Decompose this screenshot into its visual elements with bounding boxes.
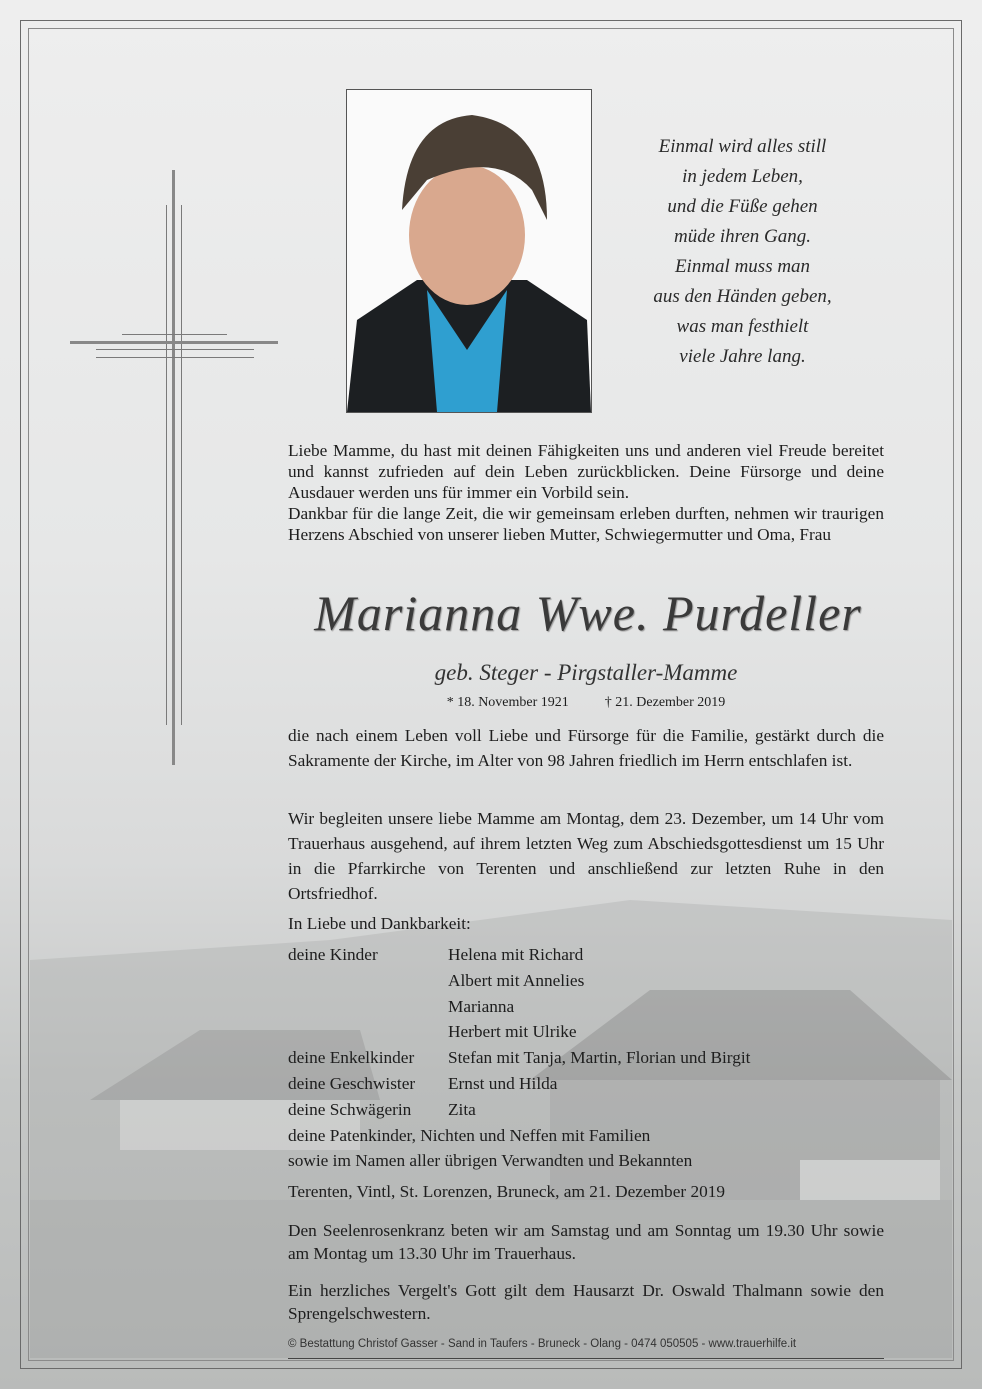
names: Ernst und Hilda [448,1073,558,1093]
footer-credit: © Bestattung Christof Gasser - Sand in Taufers - Bruneck - Olang - 0474 050505 - www.trauerhilfe.it [288,1338,797,1350]
list-item [288,1045,750,1071]
names: Albert mit Annelies [448,970,585,990]
poem-line: viele Jahre lang. [679,346,806,367]
footer-divider [288,1358,884,1359]
birth-date: * 18. November 1921 [446,695,569,710]
poem [630,132,855,372]
place-date: Terenten, Vintl, St. Lorenzen, Bruneck, am 21. Dezember 2019 [288,1182,726,1201]
names: Helena mit Richard [448,945,584,964]
poem-line: in jedem Leben, [682,166,803,187]
names: Marianna [448,996,515,1016]
funeral-paragraph: Wir begleiten unsere liebe Mamme am Montag, dem 23. Dezember, um 14 Uhr vom Trauerhaus ausgehend, auf ihrem letzten Weg zum Abschiedsgottesdienst um 15 Uhr in die Pfarrkirche von Terenten und anschließend zur letzten Ruhe in den Ortsfriedhof. [288,809,884,903]
intro-paragraph-2: Dankbar für die lange Zeit, die wir gemeinsam erleben durften, nehmen wir traurigen Herzens Abschied von unserer lieben Mutter, Schwiegermutter und Oma, Frau [288,504,884,544]
names: Herbert mit Ulrike [448,1022,577,1042]
relation: deine Enkelkinder [288,1048,415,1068]
life-dates [288,695,884,711]
poem-line: aus den Händen geben, [653,286,832,307]
poem-line: müde ihren Gang. [673,226,812,247]
relation [288,968,448,994]
names: Zita [448,1099,476,1119]
list-item [288,968,750,994]
thanks-paragraph: Ein herzliches Vergelt's Gott gilt dem Hausarzt Dr. Oswald Thalmann sowie den Sprengelschwestern. [288,1281,884,1323]
list-item [288,1071,750,1097]
intro-paragraph: Liebe Mamme, du hast mit deinen Fähigkeiten uns und anderen viel Freude bereitet und kannst zufrieden auf dein Leben zurückblicken. Deine Fürsorge und deine Ausdauer werden uns für immer ein Vorbild sein. [288,441,884,502]
relation [288,1019,448,1045]
poem-line: Einmal wird alles still [658,136,827,157]
list-item [288,942,750,968]
rosary-paragraph: Den Seelenrosenkranz beten wir am Samstag und am Sonntag um 19.30 Uhr sowie am Montag um 13.30 Uhr im Trauerhaus. [288,1221,884,1263]
death-date: † 21. Dezember 2019 [604,695,726,710]
poem-line: was man festhielt [676,316,809,337]
poem-line: Einmal muss man [674,256,811,277]
deceased-name: Marianna Wwe. Purdeller [314,585,862,641]
mourners-list [288,942,750,1174]
relation: deine Geschwister [288,1073,416,1093]
relation: deine Schwägerin [288,1099,412,1119]
list-item [288,1019,750,1045]
birth-name: geb. Steger - Pirgstaller-Mamme [434,660,738,685]
list-item [288,1097,750,1123]
mourners-line: sowie im Namen aller übrigen Verwandten und Bekannten [288,1151,693,1171]
relation: deine Kinder [288,945,378,964]
poem-line: und die Füße gehen [667,196,818,217]
mourners-intro: In Liebe und Dankbarkeit: [288,914,471,933]
mourners-line: deine Patenkinder, Nichten und Neffen mit Familien [288,1125,651,1145]
portrait-photo [346,89,592,413]
list-item [288,994,750,1020]
names: Stefan mit Tanja, Martin, Florian und Birgit [448,1048,751,1068]
passing-paragraph: die nach einem Leben voll Liebe und Fürsorge für die Familie, gestärkt durch die Sakramente der Kirche, im Alter von 98 Jahren friedlich im Herrn entschlafen ist. [288,726,884,770]
relation [288,994,448,1020]
